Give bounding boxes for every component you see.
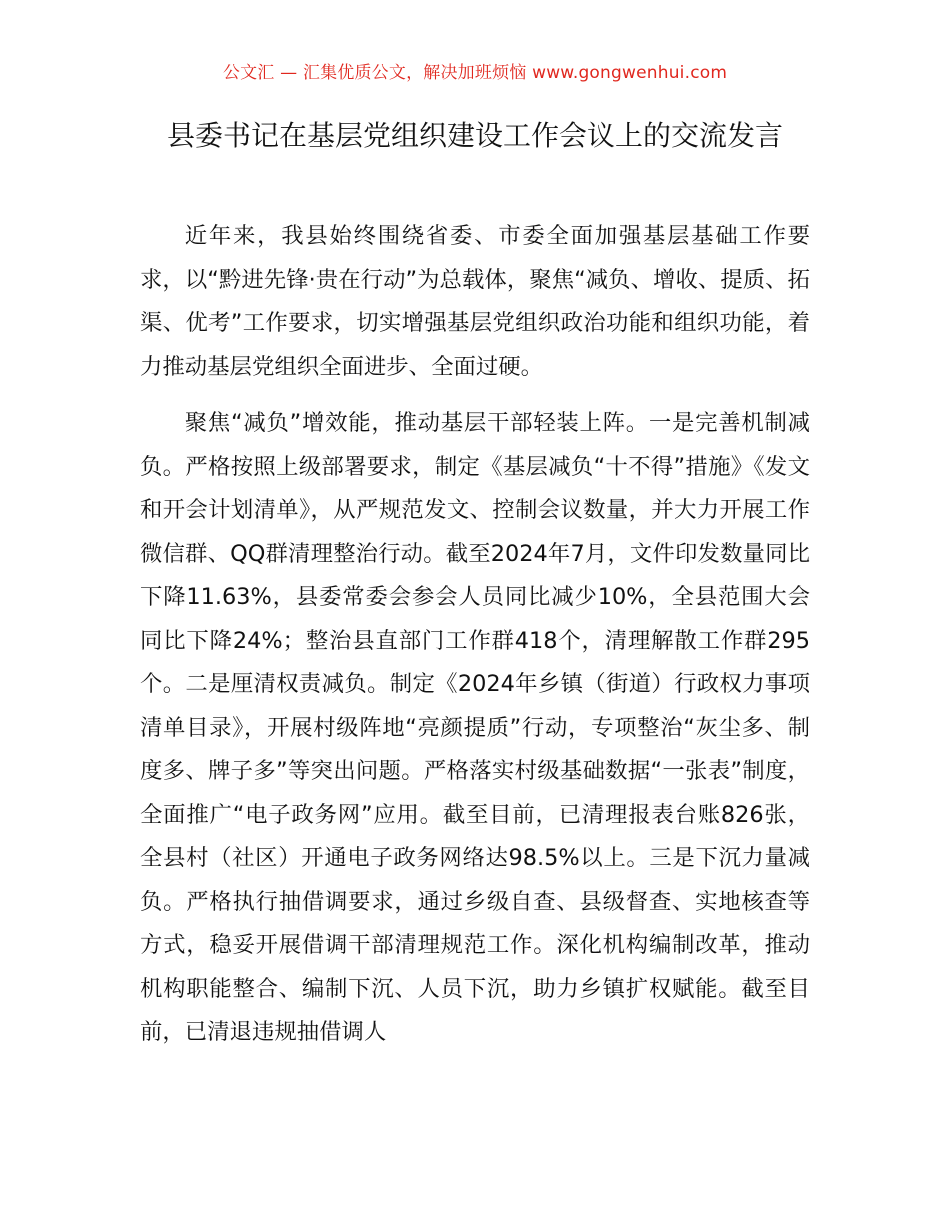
document-title: 县委书记在基层党组织建设工作会议上的交流发言 (166, 119, 783, 152)
paragraph-burden-reduction: 聚焦“减负”增效能，推动基层干部轻装上阵。一是完善机制减负。严格按照上级部署要求，制定《基层减负“十不得”措施》《发文和开会计划清单》，从严规范发文、控制会议数量，并大力开展工作微信群、QQ群清理整治行动。截至2024年7月，文件印发数量同比下降11.63%，县委常委会参会人员同比减少10%，全县范围大会同比下降24%；整治县直部门工作群418个，清理解散工作群295个。二是厘清权责减负。制定《2024年乡镇（街道）行政权力事项清单目录》，开展村级阵地“亮颜提质”行动，专项整治“灰尘多、制度多、牌子多”等突出问题。严格落实村级基础数据“一张表”制度，全面推广“电子政务网”应用。截至目前，已清理报表台账826张，全县村（社区）开通电子政务网络达98.5%以上。三是下沉力量减负。严格执行抽借调要求，通过乡级自查、县级督查、实地核查等方式，稳妥开展借调干部清理规范工作。深化机构编制改革，推动机构职能整合、编制下沉、人员下沉，助力乡镇扩权赋能。截至目前，已清退违规抽借调人 (140, 410, 810, 1045)
site-banner: 公文汇 — 汇集优质公文，解决加班烦恼 www.gongwenhui.com (222, 63, 728, 83)
document-body (140, 215, 810, 1055)
paragraph-intro: 近年来，我县始终围绕省委、市委全面加强基层基础工作要求，以“黔进先锋·贵在行动”为总载体，聚焦“减负、增收、提质、拓渠、优考”工作要求，切实增强基层党组织政治功能和组织功能，着力推动基层党组织全面进步、全面过硬。 (140, 223, 810, 380)
